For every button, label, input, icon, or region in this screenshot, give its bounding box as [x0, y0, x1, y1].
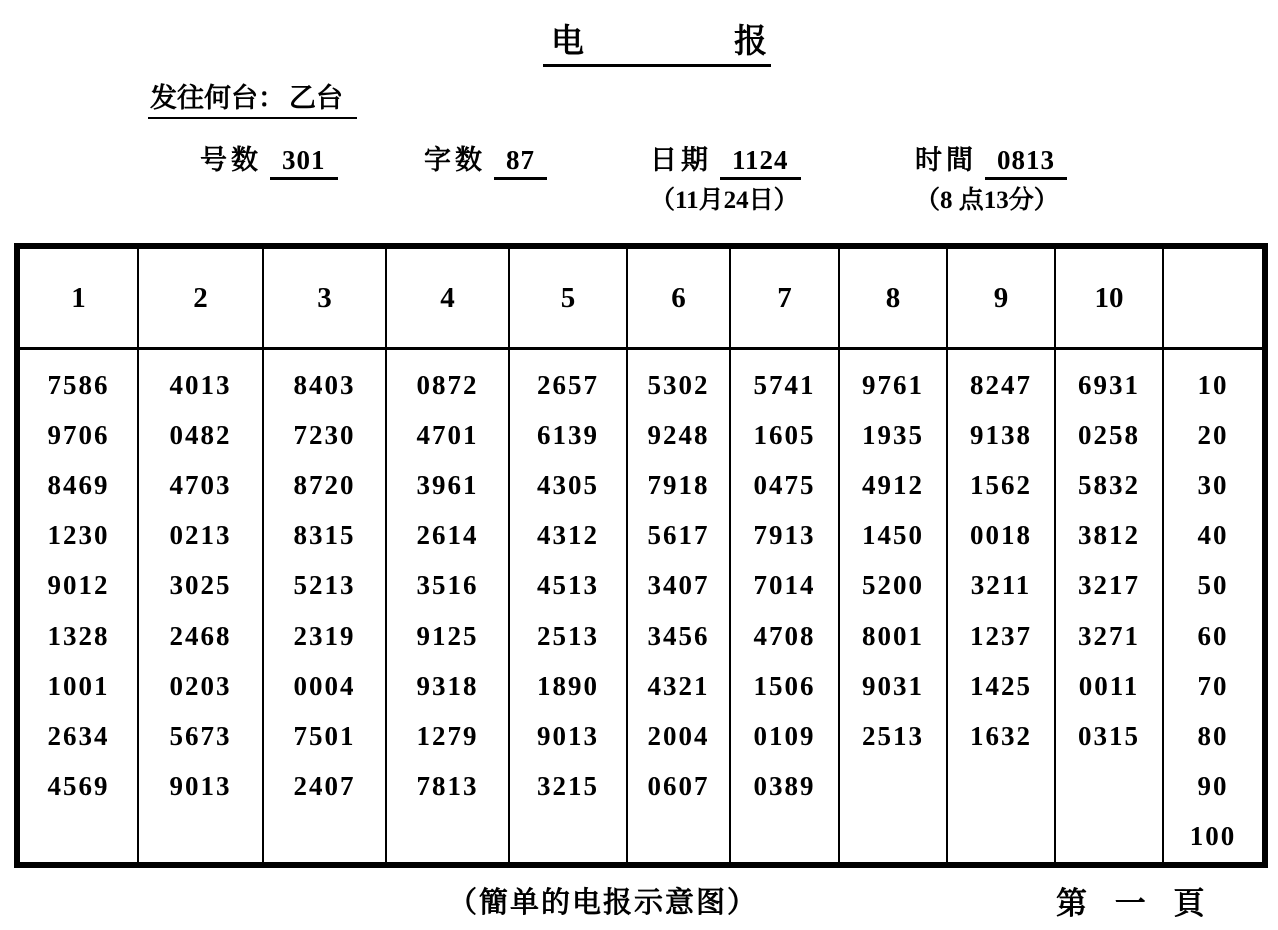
code-cell: 1890 [509, 661, 627, 711]
code-cell: 1605 [730, 410, 839, 460]
code-cell: 9125 [386, 611, 509, 661]
code-cell: 8001 [839, 611, 947, 661]
code-cell: 5617 [627, 511, 730, 561]
table-row [17, 762, 1265, 812]
code-cell: 3025 [138, 561, 263, 611]
code-cell [947, 762, 1055, 812]
field-value: 87 [494, 144, 547, 180]
column-header: 6 [627, 246, 730, 349]
code-cell: 0315 [1055, 711, 1163, 761]
code-cell: 1230 [47, 520, 110, 551]
code-cell: 4569 [47, 771, 110, 802]
code-cell [138, 812, 263, 865]
code-cell: 0872 [386, 349, 509, 411]
code-cell: 4703 [138, 461, 263, 511]
field-date [650, 144, 801, 216]
code-cell [1055, 762, 1163, 812]
code-cell [509, 812, 627, 865]
code-cell: 8469 [47, 470, 110, 501]
code-cell: 9761 [839, 349, 947, 411]
code-cell: 6931 [1055, 349, 1163, 411]
code-cell: 1328 [47, 620, 110, 651]
code-cell: 4305 [509, 461, 627, 511]
code-cell: 2513 [509, 611, 627, 661]
field-time-note: （8 点13分） [915, 187, 1059, 215]
field-word-count [424, 144, 547, 180]
page-number: 第 一 頁 [1056, 886, 1215, 921]
code-cell: 7501 [263, 711, 386, 761]
code-cell: 7913 [730, 511, 839, 561]
code-cell: 5200 [839, 561, 947, 611]
code-cell: 3215 [509, 762, 627, 812]
field-label: 号数 [200, 145, 262, 175]
code-cell: 8720 [263, 461, 386, 511]
row-count-cell: 20 [1163, 410, 1265, 460]
field-time [915, 144, 1067, 216]
column-header: 8 [839, 246, 947, 349]
row-count-cell: 40 [1163, 511, 1265, 561]
code-cell: 2513 [839, 711, 947, 761]
table-row [17, 511, 1265, 561]
table-row [17, 561, 1265, 611]
code-cell: 2004 [627, 711, 730, 761]
row-count-cell: 70 [1163, 661, 1265, 711]
code-cell: 4513 [509, 561, 627, 611]
code-cell: 4312 [509, 511, 627, 561]
page-title [543, 24, 771, 67]
code-cell: 0109 [730, 711, 839, 761]
column-header: 2 [138, 246, 263, 349]
code-cell: 1001 [47, 670, 110, 701]
code-cell: 3961 [386, 461, 509, 511]
table-row [17, 410, 1265, 460]
code-cell: 4013 [138, 349, 263, 411]
code-cell: 0018 [947, 511, 1055, 561]
recipient-value: 乙台 [289, 83, 343, 113]
code-cell [947, 812, 1055, 865]
row-count-cell: 30 [1163, 461, 1265, 511]
code-cell: 0011 [1055, 661, 1163, 711]
code-cell: 9138 [947, 410, 1055, 460]
code-cell: 2468 [138, 611, 263, 661]
code-cell: 2634 [47, 720, 110, 751]
code-cell [263, 812, 386, 865]
row-count-cell: 80 [1163, 711, 1265, 761]
code-cell: 1279 [386, 711, 509, 761]
row-count-cell: 60 [1163, 611, 1265, 661]
column-header: 3 [263, 246, 386, 349]
row-count-cell: 100 [1163, 812, 1265, 865]
code-cell [1055, 812, 1163, 865]
table-header-row [17, 246, 1265, 349]
code-groups-table [14, 243, 1268, 868]
column-header: 7 [730, 246, 839, 349]
code-cell: 9012 [47, 570, 110, 601]
column-header: 5 [509, 246, 627, 349]
code-cell: 4701 [386, 410, 509, 460]
recipient-label: 发往何台： [150, 83, 285, 113]
column-header: 1 [17, 246, 138, 349]
code-cell: 1632 [947, 711, 1055, 761]
table-row [17, 812, 1265, 865]
field-date-note: （11月24日） [650, 187, 799, 215]
code-cell: 5302 [627, 349, 730, 411]
code-cell: 0258 [1055, 410, 1163, 460]
code-cell: 2614 [386, 511, 509, 561]
code-cell [17, 812, 138, 865]
table-row [17, 661, 1265, 711]
code-cell: 2657 [509, 349, 627, 411]
code-cell: 9706 [47, 420, 110, 451]
code-cell: 0607 [627, 762, 730, 812]
code-cell [386, 812, 509, 865]
code-cell: 0004 [263, 661, 386, 711]
code-cell: 0213 [138, 511, 263, 561]
code-cell: 2319 [263, 611, 386, 661]
title-char-left: 电 [551, 24, 584, 60]
code-cell: 8247 [947, 349, 1055, 411]
table-body [17, 349, 1265, 866]
code-cell: 0389 [730, 762, 839, 812]
code-cell: 8315 [263, 511, 386, 561]
code-cell: 9013 [509, 711, 627, 761]
field-value: 301 [270, 144, 338, 180]
code-cell: 1425 [947, 661, 1055, 711]
code-cell: 1562 [947, 461, 1055, 511]
code-cell: 7230 [263, 410, 386, 460]
field-value: 1124 [720, 144, 801, 180]
row-count-cell: 50 [1163, 561, 1265, 611]
code-cell: 7918 [627, 461, 730, 511]
code-cell: 9031 [839, 661, 947, 711]
code-cell: 4708 [730, 611, 839, 661]
code-cell: 3516 [386, 561, 509, 611]
code-cell: 7014 [730, 561, 839, 611]
column-header: 9 [947, 246, 1055, 349]
code-cell: 5741 [730, 349, 839, 411]
code-cell: 3271 [1055, 611, 1163, 661]
code-cell [627, 812, 730, 865]
code-cell [839, 812, 947, 865]
field-label: 字数 [424, 145, 486, 175]
code-cell: 5673 [138, 711, 263, 761]
column-header: 4 [386, 246, 509, 349]
code-cell: 4321 [627, 661, 730, 711]
code-cell: 3211 [947, 561, 1055, 611]
figure-caption: （簡单的电报示意图） [448, 887, 759, 919]
code-cell: 1450 [839, 511, 947, 561]
recipient-line [148, 82, 357, 119]
field-value: 0813 [985, 144, 1067, 180]
row-count-cell: 10 [1163, 349, 1265, 411]
code-cell: 0475 [730, 461, 839, 511]
code-cell: 5213 [263, 561, 386, 611]
code-cell: 0203 [138, 661, 263, 711]
code-cell: 7813 [386, 762, 509, 812]
table-row [17, 611, 1265, 661]
code-cell: 6139 [509, 410, 627, 460]
code-cell: 1237 [947, 611, 1055, 661]
field-message-number [200, 144, 338, 180]
code-cell: 1506 [730, 661, 839, 711]
table-row [17, 461, 1265, 511]
table-row [17, 711, 1265, 761]
code-cell: 4912 [839, 461, 947, 511]
code-cell: 5832 [1055, 461, 1163, 511]
field-label: 日期 [650, 145, 712, 175]
code-cell: 7586 [47, 369, 110, 400]
code-cell: 9013 [138, 762, 263, 812]
code-cell: 3812 [1055, 511, 1163, 561]
row-count-cell: 90 [1163, 762, 1265, 812]
column-header: 10 [1055, 246, 1163, 349]
column-header [1163, 246, 1265, 349]
code-cell: 3407 [627, 561, 730, 611]
code-cell [730, 812, 839, 865]
code-cell: 0482 [138, 410, 263, 460]
code-cell: 3456 [627, 611, 730, 661]
code-cell: 9248 [627, 410, 730, 460]
code-cell: 8403 [263, 349, 386, 411]
field-label: 时間 [915, 145, 977, 175]
table-row [17, 349, 1265, 411]
code-cell: 1935 [839, 410, 947, 460]
code-cell: 2407 [263, 762, 386, 812]
code-cell: 3217 [1055, 561, 1163, 611]
code-cell: 9318 [386, 661, 509, 711]
title-char-right: 报 [734, 24, 767, 60]
code-cell [839, 762, 947, 812]
